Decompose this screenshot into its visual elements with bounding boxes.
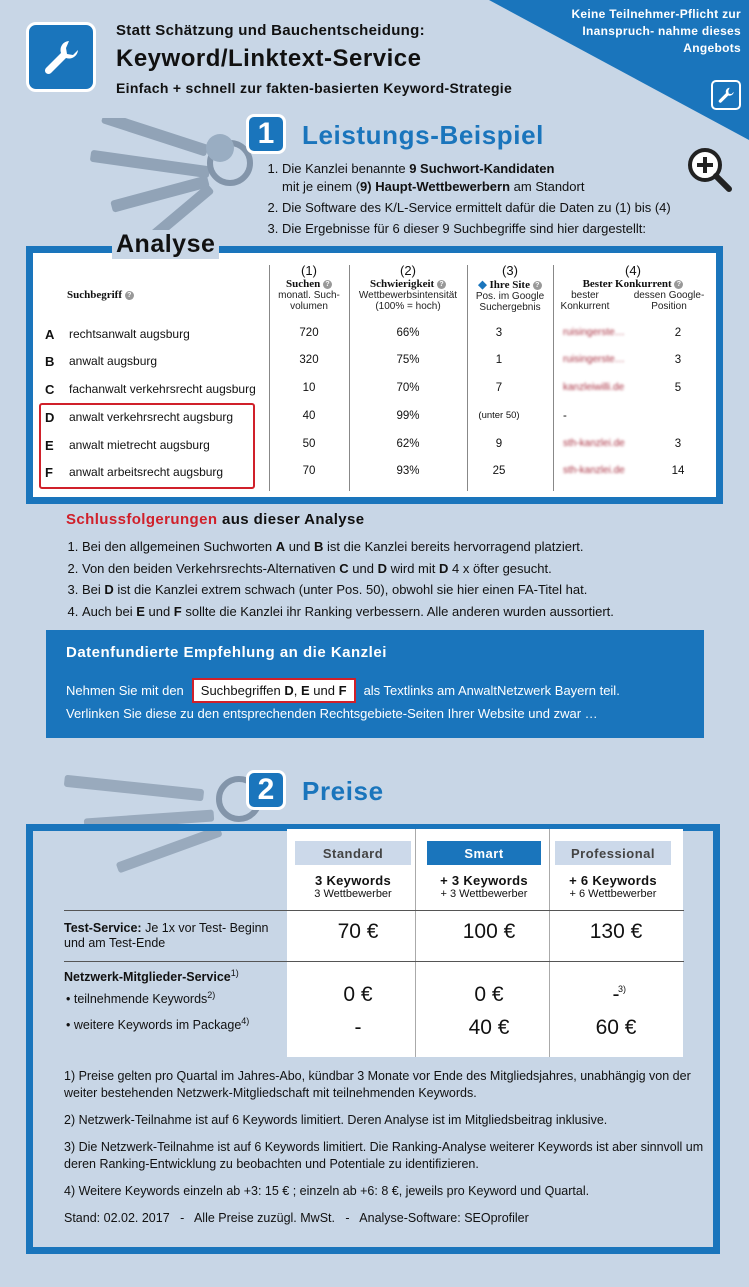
row-competitor: ruisingerste… (563, 327, 625, 338)
col2-header: (2) Schwierigkeit ? Wettbewerbsintensität (100% = hoch) (358, 263, 458, 312)
analysis-label: Analyse (112, 230, 219, 259)
plan-name: + 3 Keywords (440, 873, 528, 888)
section2-title: Preise (302, 776, 384, 806)
kw-price: 0 € (343, 983, 373, 1006)
recommendation-title: Datenfundierte Empfehlung an die Kanzlei (66, 644, 387, 661)
help-icon: ? (437, 280, 446, 289)
footnote: 4) Weitere Keywords einzeln ab +3: 15 € ; einzeln ab +6: 8 €, jeweils pro Keyword und Quartal. (64, 1184, 590, 1198)
row-competitor-position: 14 (671, 465, 685, 477)
col1-header: (1) Suchen ? monatl. Such- volumen (278, 263, 340, 312)
test-price: 100 € (462, 920, 516, 943)
kw-price: - (612, 983, 620, 1006)
step-item: 1. Die Kanzlei benannte 9 Suchwort-Kandidaten mit je einem (9) Haupt-Wettbewerbern am Standort (282, 160, 722, 196)
divider (64, 910, 684, 911)
row-competitor: - (563, 410, 567, 422)
row-searches: 50 (302, 438, 316, 450)
row-position: (unter 50) (478, 410, 520, 421)
more-kw-label: • weitere Keywords im Package$^{4)}$ (66, 1016, 250, 1033)
plan-standard (295, 841, 411, 900)
plan-name: 3 Keywords (315, 873, 391, 888)
row-searches: 70 (302, 465, 316, 477)
row-difficulty: 66% (396, 327, 420, 339)
row-searches: 10 (302, 382, 316, 394)
zoom-in-icon[interactable] (686, 146, 732, 192)
footnote: Stand: 02.02. 2017 - Alle Preise zuzügl. MwSt. - Analyse-Software: SEOprofiler (64, 1211, 529, 1225)
recommendation-line2: Verlinken Sie diese zu den entsprechenden Rechtsgebiete-Seiten Ihrer Website und zwar … (66, 706, 598, 721)
recommendation-line1: Nehmen Sie mit den Suchbegriffen D, E und F als Textlinks am AnwaltNetzwerk Bayern teil. (66, 678, 620, 703)
keyword-highlight: Suchbegriffen D, E und F (192, 678, 356, 703)
wrench-icon (39, 35, 83, 79)
row-competitor-position: 2 (674, 327, 682, 339)
conclusion-item: 1. Bei den allgemeinen Suchworten A und B ist die Kanzlei bereits hervorragend platziert. (82, 536, 742, 558)
footnote: 2) Netzwerk-Teilnahme ist auf 6 Keywords limitiert. Deren Analyse ist im Mitgliedsbeitrag inklusive. (64, 1113, 608, 1127)
test-price: 130 € (589, 920, 643, 943)
row-difficulty: 93% (396, 465, 420, 477)
row-position: 25 (492, 465, 506, 477)
col4-header: (4) Bester Konkurrent ? bester Konkurrent dessen Google- Position (560, 263, 705, 312)
row-competitor-position: 3 (674, 438, 682, 450)
row-keyword: fachanwalt verkehrsrecht augsburg (69, 382, 256, 396)
row-searches: 720 (299, 327, 319, 339)
pro-footnote-ref: 3) (618, 984, 627, 994)
more-kw-price: 60 € (595, 1016, 637, 1039)
row-position: 9 (495, 438, 503, 450)
row-letter: A (45, 327, 55, 342)
conclusion-item: 4. Auch bei E und F sollte die Kanzlei ihr Ranking verbessern. Alle anderen wurden aussortiert. (82, 601, 742, 623)
highlight-box (39, 403, 255, 489)
row-letter: F (45, 465, 53, 480)
corner-wrench-icon (711, 80, 741, 110)
row-competitor-position: 3 (674, 354, 682, 366)
row-competitor: ruisingerste… (563, 354, 625, 365)
footnotes (64, 1068, 714, 1237)
analysis-table (26, 246, 723, 504)
row-competitor: kanzleiwilli.de (563, 382, 625, 393)
kw-price: 0 € (474, 983, 504, 1006)
plan-head: Standard (295, 841, 411, 865)
plan-sub: + 6 Wettbewerber (569, 888, 657, 900)
test-price: 70 € (337, 920, 379, 943)
row-keyword: anwalt arbeitsrecht augsburg (69, 465, 224, 479)
plan-sub: + 3 Wettbewerber (440, 888, 528, 900)
row-searches: 320 (299, 354, 319, 366)
step-item: 2. Die Software des K/L-Service ermittelt dafür die Daten zu (1) bis (4) (282, 199, 722, 217)
kw-label: • teilnehmende Keywords$^{2)}$ (66, 990, 216, 1007)
col3-header: (3) ◆ Ihre Site ? Pos. im Google Suchergebnis (475, 263, 545, 313)
conclusion-item: 2. Von den beiden Verkehrsrechts-Alternativen C und D wird mit D 4 x öfter gesucht. (82, 558, 742, 580)
row-competitor: sth-kanzlei.de (563, 465, 625, 476)
row-letter: E (45, 438, 54, 453)
row-difficulty: 99% (396, 410, 420, 422)
divider (64, 961, 684, 962)
wrench-icon (716, 85, 736, 105)
plan-professional (555, 841, 671, 900)
wrench-logo (26, 22, 96, 92)
row-letter: D (45, 410, 55, 425)
test-service-label: Test-Service: Je 1x vor Test- Beginn und am Test-Ende (64, 921, 269, 950)
plan-sub: 3 Wettbewerber (314, 888, 392, 900)
section1-title: Leistungs-Beispiel (302, 120, 544, 150)
row-difficulty: 75% (396, 354, 420, 366)
plan-smart (427, 841, 541, 900)
kw-col-header: Suchbegriff ? (67, 289, 134, 301)
help-icon: ? (323, 280, 332, 289)
row-position: 3 (495, 327, 503, 339)
row-difficulty: 70% (396, 382, 420, 394)
conclusions-title: Schlussfolgerungen aus dieser Analyse (66, 511, 365, 528)
row-competitor-position: 5 (674, 382, 682, 394)
help-icon: ? (533, 281, 542, 290)
conclusion-item: 3. Bei D ist die Kanzlei extrem schwach (unter Pos. 50), obwohl sie hier einen FA-Titel hat. (82, 579, 742, 601)
page-title: Keyword/Linktext-Service (116, 45, 422, 72)
help-icon: ? (125, 291, 134, 300)
plan-head: Professional (555, 841, 671, 865)
row-position: 1 (495, 354, 503, 366)
row-position: 7 (495, 382, 503, 394)
plan-name: + 6 Keywords (569, 873, 657, 888)
footnote: 1) Preise gelten pro Quartal im Jahres-Abo, kündbar 3 Monate vor Ende des Mitgliedsjahres, unabhängig von der weiter bestehenden Netzwerk-Mitgliedschaft mit teilnehmenden Keywords. (64, 1069, 691, 1100)
plan-head: Smart (427, 841, 541, 865)
row-searches: 40 (302, 410, 316, 422)
corner-text: Keine Teilnehmer-Pflicht zur Inanspruch- nahme dieses Angebots (571, 7, 741, 55)
row-difficulty: 62% (396, 438, 420, 450)
header-line1: Statt Schätzung und Bauchentscheidung: (116, 22, 425, 39)
row-letter: B (45, 354, 55, 369)
site-icon: ◆ (478, 279, 487, 291)
steps-list (262, 160, 722, 241)
step-item: 3. Die Ergebnisse für 6 dieser 9 Suchbegriffe sind hier dargestellt: (282, 220, 722, 238)
row-letter: C (45, 382, 55, 397)
row-keyword: rechtsanwalt augsburg (69, 327, 190, 341)
conclusions-list (62, 536, 742, 622)
footnote: 3) Die Netzwerk-Teilnahme ist auf 6 Keywords limitiert. Die Ranking-Analyse weiterer Keywords ist aber sinnvoll um deren Ranking-Entwicklung zu beobachten und Potentiale zu identifizieren. (64, 1140, 704, 1171)
more-kw-price: 40 € (468, 1016, 510, 1039)
row-keyword: anwalt augsburg (69, 354, 158, 368)
section1-number: 1 (246, 114, 286, 154)
analysis-table-inner (33, 253, 716, 497)
row-keyword: anwalt mietrecht augsburg (69, 438, 210, 452)
header-subtitle: Einfach + schnell zur fakten-basierten Keyword-Strategie (116, 80, 513, 96)
help-icon: ? (674, 280, 683, 289)
more-kw-price: - (354, 1016, 362, 1039)
recommendation-box (46, 630, 704, 738)
keys-illustration (80, 118, 270, 238)
member-service-label: Netzwerk-Mitglieder-Service$^{1)}$ (64, 968, 239, 985)
row-competitor: sth-kanzlei.de (563, 438, 625, 449)
row-keyword: anwalt verkehrsrecht augsburg (69, 410, 234, 424)
col-separator (549, 829, 550, 1057)
section2-number: 2 (246, 770, 286, 810)
